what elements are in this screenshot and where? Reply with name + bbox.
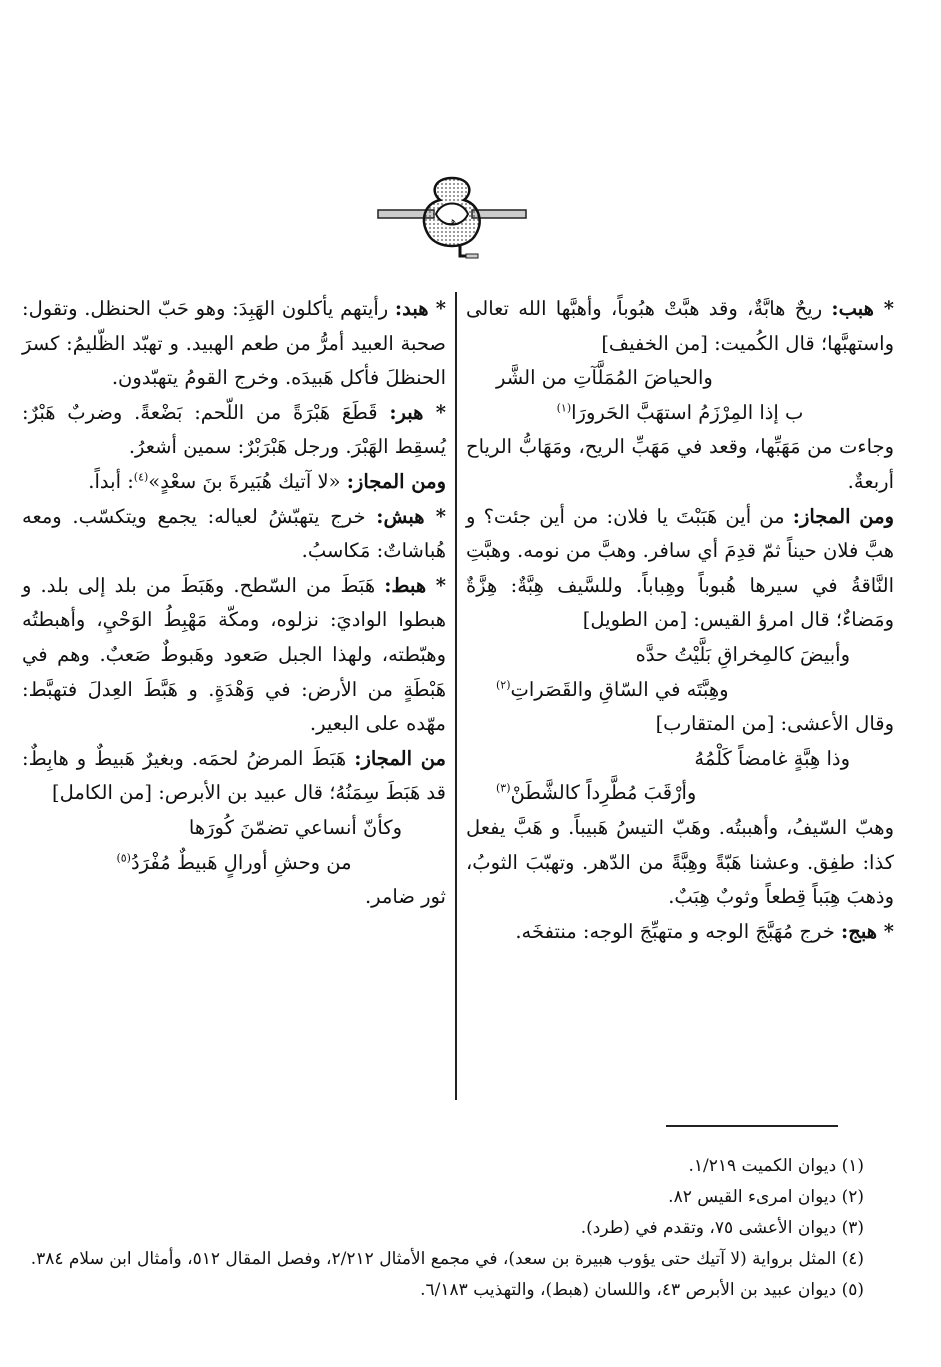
entry-text: وقال الأعشى: [من المتقارب] <box>655 712 894 736</box>
entry-habash: * هبش: خرج يتهبّشُ لعياله: يجمع ويتكسّب. ومعه هُباشاتٌ: مَكاسبُ. <box>22 504 446 563</box>
entry-text: وهبّ السّيفُ، وأهببتُه. وهَبّ التيسُ هَبيباً. و هَبَّ يفعل كذا: طفِق. وعشنا هَبّةً وهِبَّةً من الدّهر. وتهبّبَ الثوبُ، وذهبَ هِبَباً قِطعاً وثوبٌ هِبَبٌ. <box>466 815 894 909</box>
footnote-separator <box>666 1125 838 1127</box>
svg-text:هـ: هـ <box>447 216 457 227</box>
column-divider <box>455 292 457 1100</box>
footnote-ref: (٤) <box>133 470 149 484</box>
verse-line: وذا هِبَّةٍ غامضاً كَلْمُهُ <box>694 746 850 770</box>
right-column <box>466 292 894 949</box>
footnote-ref: (٢) <box>496 678 511 692</box>
entry-majaz: من المجاز: هَبَطَ المرضُ لحمَه. وبغيرٌ هَبيطٌ و هابِطٌ: قد هَبَطَ سِمَنُهُ؛ قال عبيد بن الأبرص: [من الكامل] <box>22 746 446 805</box>
footnote-ref: (٣) <box>496 781 511 795</box>
entry-habaj: * هبج: خرج مُهَبَّجَ الوجه و متهبِّجَ الوجه: منتفخَه. <box>515 919 894 943</box>
footnotes <box>22 1151 864 1306</box>
footnote-ref: (٥) <box>116 851 131 864</box>
entry-majaz: ومن المجاز: «لا آتيك هُبَيرةَ بنَ سعْدٍ»$^{(٤)}$: أبداً. <box>88 469 446 493</box>
footnote: (٤) المثل برواية (لا آتيك حتى يؤوب هبيرة بن سعد)، في مجمع الأمثال ٢/٢١٢، وفصل المقال ٥١٢، وأمثال ابن سلام ٣٨٤. <box>30 1249 864 1269</box>
verse-line: وكأنّ أنساعي تضمّنَ كُورَها <box>188 815 402 839</box>
footnote: (٢) ديوان امرىء القيس ٨٢. <box>668 1187 864 1207</box>
entry-habab: * هبب: ريحٌ هابَّةٌ، وقد هبَّتْ هبُوباً، وأهبَّها الله تعالى واستهبَّها؛ قال الكُميت: [من الخفيف] <box>466 297 894 355</box>
footnote-ref: (١) <box>556 401 572 415</box>
footnote: (١) ديوان الكميت ١/٢١٩. <box>688 1156 864 1176</box>
verse-line: وأبيضَ كالمِخراقِ بَلَّيْتُ حدَّه <box>635 642 850 666</box>
footnote: (٣) ديوان الأعشى ٧٥، وتقدم في (طرد). <box>580 1218 864 1238</box>
entry-majaz: ومن المجاز: من أين هَبَبْتَ يا فلان: من أين جئت؟ و هبَّ فلان حيناً ثمّ قدِمَ أي سافر. وهبَّ من نومه. وهبَّتِ النَّاقةُ في سيرها هُبوباً وهِباباً. وللسَّيف هِبَّةٌ: هِزَّةٌ ومَضاءٌ؛ قال امرؤ القيس: [من الطويل] <box>466 504 894 632</box>
entry-habat: * هبط: هَبَطَ من السّطح. وهَبَطَ من بلد إلى بلد. و هبطوا الواديَ: نزلوه، ومكّة مَهْبِطُ الوَحْيِ، وأهبطتُه وهبّطته، ولهذا الجبل صَعود وهَبوطٌ صَعبٌ. وهم في هَبْطَةٍ من الأرض: في وَهْدَةٍ. و هَبَّطَ العِدلَ فتهبَّط: مهّده على البعير. <box>22 573 446 736</box>
footnote: (٥) ديوان عبيد بن الأبرص ٤٣، واللسان (هبط)، والتهذيب ٦/١٨٣. <box>420 1280 864 1300</box>
verse-line: ب إذا المِرْزَمُ استهَبَّ الحَرورَا$^{(١)}$ <box>556 400 804 424</box>
left-column <box>22 292 446 915</box>
verse-line: وهِبَّتَه في السّاقِ والقَصَراتِ$^{(٢)}$ <box>496 677 729 701</box>
entry-text: ثور ضامر. <box>364 885 446 909</box>
verse-line: وأرْقَبَ مُطَّرِداً كالشَّطَنْ$^{(٣)}$ <box>496 781 697 805</box>
entry-habar: * هبر: قَطَعَ هَبْرَةً من اللّحم: بَضْعةً. وضربٌ هَبْرٌ: يُسقِط الهَبْرَ. ورجل هَبْرَبْرٌ: سمين أشعرُ. <box>22 400 446 459</box>
entry-text: وجاءت من مَهَبِّها، وقعد في مَهَبِّ الريح، ومَهَابُّ الرياح أربعةٌ. <box>466 435 894 493</box>
entry-habad: * هبد: رأيتهم يأكلون الهَبِدَ: وهو حَبّ الحنظل. وتقول: صحبة العبيد أمرُّ من طعم الهبيد. و تهبّد الظّليمُ: كسرَ الحنظلَ فأكل هَبيدَه. وخرج القومُ يتهبّدون. <box>22 297 447 390</box>
verse-line: والحياضَ المُمَلَّآتِ من الشَّر <box>496 366 713 390</box>
chapter-letter-ornament <box>376 170 528 260</box>
verse-line: من وحشِ أورالٍ هَبيطٌ مُفْرَدُ$^{(٥)}$ <box>116 850 352 874</box>
